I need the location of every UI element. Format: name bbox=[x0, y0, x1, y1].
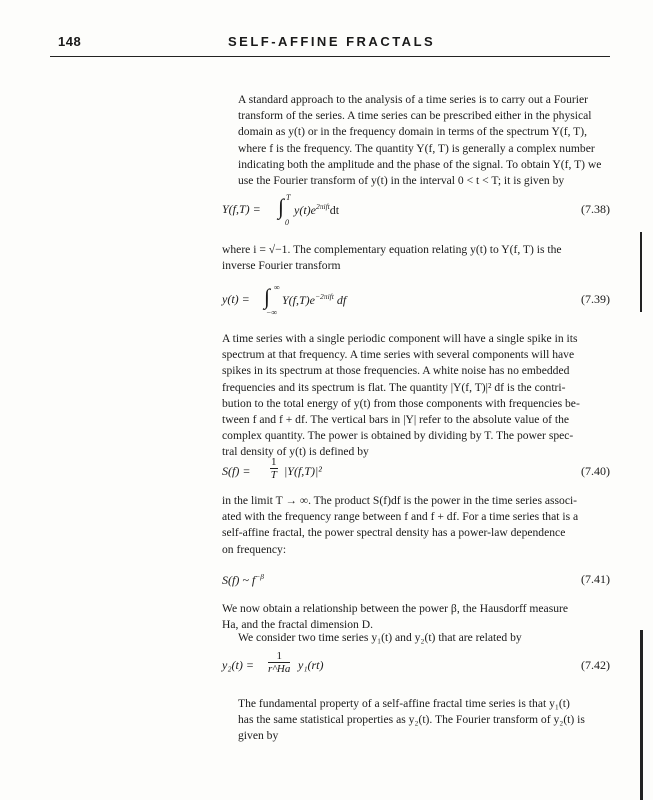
running-header bbox=[50, 34, 610, 54]
text-line: frequencies and its spectrum is flat. The quantity |Y(f, T)|² df is the contri- bbox=[222, 380, 566, 394]
text-line: on frequency: bbox=[222, 542, 287, 556]
equation-7-39: y(t) = ∫ ∞ −∞ $Y(f,T)e^{-2\pi ift}$ df (7.39) bbox=[222, 283, 610, 317]
scan-edge-mark bbox=[640, 232, 642, 312]
header-rule bbox=[50, 56, 610, 57]
text-line: bution to the total energy of y(t) from those components with frequencies be- bbox=[222, 396, 580, 410]
text-line: domain as y(t) or in the frequency domain in terms of the spectrum Y(f, T), bbox=[238, 125, 588, 139]
paragraph-two-series bbox=[222, 630, 610, 646]
text-line: self-affine fractal, the power spectral density has a power-law dependence bbox=[222, 526, 566, 540]
equation-number: (7.41) bbox=[581, 572, 610, 586]
text-line: Ha, and the fractal dimension D. bbox=[222, 618, 373, 632]
text-line: where f is the frequency. The quantity Y(f, T) is generally a complex number bbox=[238, 141, 595, 155]
text-line: use the Fourier transform of y(t) in the interval 0 < t < T; it is given by bbox=[238, 174, 565, 188]
text-line: spikes in its spectrum at those frequencies. A white noise has no embedded bbox=[222, 364, 570, 378]
text-line: A time series with a single periodic component will have a single spike in its bbox=[222, 332, 578, 345]
equation-7-42: y₂(t) = $\frac{1}{r\^{}Ha}$ y₁(rt) (7.42) bbox=[222, 650, 610, 675]
text-line: We now obtain a relationship between the power β, the Hausdorff measure bbox=[222, 602, 569, 615]
text-line: where i = √−1. The complementary equation relating y(t) to Y(f, T) is the bbox=[222, 243, 562, 256]
equation-7-40: S(f) = $\frac{1}{T}$ |Y(f,T)|² (7.40) bbox=[222, 456, 610, 481]
equation-number: (7.40) bbox=[581, 464, 610, 478]
equation-7-38: Y(f,T) = ∫ T 0 $y(t)e^{2\pi ift}dt$ (7.38) bbox=[222, 193, 610, 227]
text-line: transform of the series. A time series can be prescribed either in the physical bbox=[238, 109, 592, 123]
equation-number: (7.38) bbox=[581, 202, 610, 216]
paragraph-fundamental bbox=[222, 696, 610, 745]
text-line: We consider two time series y₁(t) and y₂(t) that are related by bbox=[238, 631, 522, 644]
running-title: SELF-AFFINE FRACTALS bbox=[228, 34, 436, 49]
text-line: The fundamental property of a self-affine fractal time series is that y₁(t) bbox=[238, 697, 570, 710]
text-line: inverse Fourier transform bbox=[222, 259, 341, 273]
page-number: 148 bbox=[58, 34, 82, 49]
text-line: given by bbox=[238, 729, 279, 743]
paragraph-fourier-intro bbox=[222, 92, 610, 189]
text-line: has the same statistical properties as y₂(t). The Fourier transform of y₂(t) is bbox=[238, 713, 585, 727]
equation-7-41: S(f) ~ $f^{-\beta}$ (7.41) bbox=[222, 572, 610, 587]
equation-number: (7.42) bbox=[581, 658, 610, 672]
paragraph-inverse bbox=[222, 242, 610, 274]
scan-edge-mark bbox=[640, 630, 643, 800]
text-line: A standard approach to the analysis of a time series is to carry out a Fourier bbox=[238, 93, 588, 106]
paragraph-relationship bbox=[222, 601, 610, 633]
paragraph-power bbox=[222, 493, 610, 558]
text-line: indicating both the amplitude and the phase of the signal. To obtain Y(f, T) we bbox=[238, 157, 602, 171]
text-line: ated with the frequency range between f and f + df. For a time series that is a bbox=[222, 510, 579, 524]
text-line: complex quantity. The power is obtained by dividing by T. The power spec- bbox=[222, 429, 574, 443]
text-line: tral density of y(t) is defined by bbox=[222, 445, 369, 459]
text-line: in the limit T → ∞. The product S(f)df is the power in the time series associ- bbox=[222, 494, 578, 507]
paragraph-spectrum bbox=[222, 331, 610, 461]
text-line: spectrum at that frequency. A time series with several components will have bbox=[222, 348, 575, 362]
text-line: tween f and f + df. The vertical bars in |Y| refer to the absolute value of the bbox=[222, 413, 570, 427]
equation-number: (7.39) bbox=[581, 292, 610, 306]
